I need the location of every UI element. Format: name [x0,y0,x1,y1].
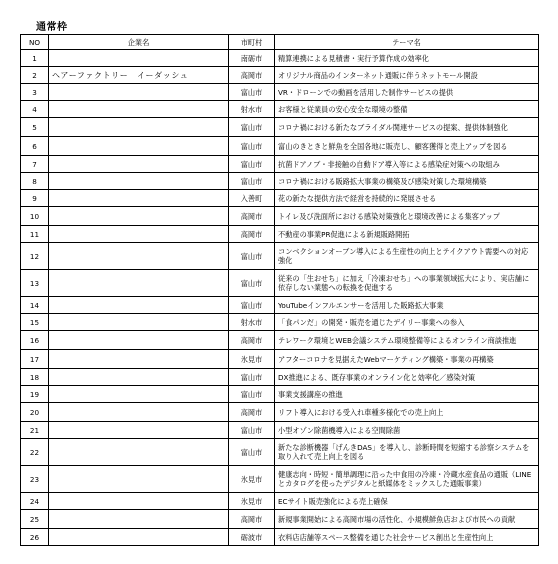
cell-city: 富山市 [229,243,275,270]
theme-text: お客様と従業員の安心安全な環境の整備 [278,104,408,114]
cell-theme [275,439,539,466]
cell-company [49,156,229,173]
cell-city: 富山市 [229,84,275,101]
table-row [21,156,539,173]
theme-text: VR・ドローンでの動画を活用した制作サービスの提供 [278,87,454,97]
cell-company [49,226,229,243]
cell-company [49,190,229,207]
theme-text: 抗菌ドアノブ・非接触の自動ドア導入等による感染症対策への取組み [278,159,500,169]
cell-city: 富山市 [229,439,275,466]
cell-company [49,297,229,314]
table-row [21,466,539,493]
cell-city: 富山市 [229,156,275,173]
theme-text: 従来の「生おせち」に加え「冷凍おせち」への事業領域拡大により、実店舗に依存しない業態への転換を促進する [278,274,530,292]
table-row [21,173,539,190]
table-row [21,137,539,156]
table-row [21,50,539,67]
cell-theme [275,386,539,403]
theme-text: アフターコロナを見据えたWebマーケティング構築・事業の再構築 [278,354,494,364]
theme-text: 新規事業開始による高岡市場の活性化、小規模鮮魚店および市民への貢献 [278,514,516,524]
cell-city: 砺波市 [229,529,275,546]
cell-theme [275,118,539,137]
cell-no: 21 [21,422,49,439]
table-row [21,67,539,84]
cell-company [49,207,229,226]
cell-city: 氷見市 [229,466,275,493]
theme-text: DX推進による、既存事業のオンライン化と効率化／感染対策 [278,372,476,382]
cell-city: 富山市 [229,173,275,190]
cell-city: 富山市 [229,422,275,439]
cell-theme [275,84,539,101]
theme-text: 精算連携による見積書・実行予算作成の効率化 [278,53,429,63]
theme-text: 不動産の事業PR促進による新規販路開拓 [278,229,410,239]
cell-company [49,350,229,369]
column-header-company: 企業名 [49,35,229,50]
cell-company [49,50,229,67]
cell-company [49,101,229,118]
table-row [21,314,539,331]
cell-city: 高岡市 [229,207,275,226]
theme-text: オリジナル商品のインターネット通販に伴うネットモール開設 [278,70,478,80]
cell-city: 富山市 [229,137,275,156]
theme-text: 富山のきときと鮮魚を全国各地に販売し、顧客獲得と売上アップを図る [278,141,508,151]
column-header-no: NO [21,35,49,50]
table-row [21,84,539,101]
cell-company [49,173,229,190]
cell-theme [275,207,539,226]
theme-text: コロナ禍における販路拡大事業の構築及び感染対策した環境構築 [278,176,487,186]
cell-no: 11 [21,226,49,243]
cell-no: 12 [21,243,49,270]
table-row [21,369,539,386]
cell-no: 25 [21,510,49,529]
theme-text: コロナ禍における新たなブライダル関連サービスの提案、提供体制強化 [278,122,508,132]
cell-no: 3 [21,84,49,101]
cell-theme [275,422,539,439]
table-row [21,422,539,439]
table-row [21,118,539,137]
table-row [21,190,539,207]
cell-theme [275,190,539,207]
cell-no: 19 [21,386,49,403]
cell-company [49,270,229,297]
cell-theme [275,297,539,314]
cell-city: 南砺市 [229,50,275,67]
table-row [21,386,539,403]
cell-no: 14 [21,297,49,314]
cell-theme [275,156,539,173]
theme-text: 「食パンだ」の開発・販売を通じたデイリー事業への参入 [278,317,465,327]
section-heading: 通常枠 [36,22,68,33]
cell-no: 23 [21,466,49,493]
theme-text: トイレ及び洗面所における感染対策強化と環境改善による集客アップ [278,211,500,221]
cell-company [49,403,229,422]
cell-theme [275,137,539,156]
cell-theme [275,50,539,67]
table-row [21,331,539,350]
cell-no: 17 [21,350,49,369]
cell-company [49,510,229,529]
table-row [21,529,539,546]
cell-no: 10 [21,207,49,226]
cell-no: 6 [21,137,49,156]
theme-text: 花の新たな提供方法で経営を持続的に発展させる [278,193,437,203]
cell-city: 入善町 [229,190,275,207]
cell-city: 高岡市 [229,67,275,84]
table-row [21,439,539,466]
table-row [21,403,539,422]
table-row [21,243,539,270]
table-row [21,350,539,369]
cell-city: 氷見市 [229,493,275,510]
column-header-theme: テーマ名 [275,35,539,50]
cell-company: ヘアーファクトリー イーダッシュ [49,67,229,84]
cell-no: 24 [21,493,49,510]
table-row [21,297,539,314]
subsidy-table [20,34,539,546]
theme-text: 事業支援講座の推進 [278,389,343,399]
cell-theme [275,270,539,297]
theme-text: ECサイト販売強化による売上確保 [278,496,388,506]
table-row [21,101,539,118]
cell-city: 高岡市 [229,331,275,350]
cell-city: 射水市 [229,101,275,118]
cell-theme [275,101,539,118]
cell-no: 20 [21,403,49,422]
theme-text: リフト導入における受入れ車種多様化での売上向上 [278,407,444,417]
cell-company [49,314,229,331]
theme-text: 健康志向・時短・簡単調理に沿った中食用の冷凍・冷蔵水産食品の通販（LINEとカタログを使ったデジタルと紙媒体をミックスした通販事業） [278,470,532,488]
cell-no: 7 [21,156,49,173]
cell-no: 9 [21,190,49,207]
column-header-city: 市町村 [229,35,275,50]
cell-company [49,84,229,101]
cell-no: 18 [21,369,49,386]
cell-company [49,243,229,270]
cell-no: 26 [21,529,49,546]
cell-no: 13 [21,270,49,297]
cell-no: 2 [21,67,49,84]
cell-city: 富山市 [229,386,275,403]
cell-company [49,118,229,137]
cell-theme [275,403,539,422]
cell-theme [275,350,539,369]
cell-company [49,466,229,493]
table-row [21,510,539,529]
cell-no: 1 [21,50,49,67]
cell-no: 4 [21,101,49,118]
cell-company [49,422,229,439]
theme-text: 新たな診断機器「げんきDAS」を導入し、診断時間を短縮する診察システムを取り入れて売上向上を図る [278,443,530,461]
theme-text: 衣料店店舗等スペース整備を通じた社会サービス創出と生産性向上 [278,532,494,542]
cell-company [49,493,229,510]
cell-city: 射水市 [229,314,275,331]
table-row [21,493,539,510]
cell-theme [275,173,539,190]
table-row [21,207,539,226]
cell-theme [275,529,539,546]
cell-company [49,331,229,350]
theme-text: 小型オゾン除菌機導入による空間除菌 [278,425,401,435]
cell-theme [275,67,539,84]
theme-text: テレワーク環境とWEB会議システム環境整備等によるオンライン商談推進 [278,335,517,345]
cell-theme [275,510,539,529]
cell-no: 15 [21,314,49,331]
cell-city: 高岡市 [229,403,275,422]
cell-theme [275,466,539,493]
cell-city: 高岡市 [229,510,275,529]
table-row [21,270,539,297]
cell-theme [275,331,539,350]
theme-text: コンベクションオーブン導入による生産性の向上とテイクアウト需要への対応強化 [278,247,529,265]
cell-theme [275,243,539,270]
cell-no: 22 [21,439,49,466]
cell-no: 8 [21,173,49,190]
cell-no: 5 [21,118,49,137]
theme-text: YouTubeインフルエンサーを活用した販路拡大事業 [278,300,444,310]
cell-no: 16 [21,331,49,350]
cell-company [49,369,229,386]
cell-company [49,439,229,466]
cell-theme [275,493,539,510]
table-header-row [21,35,539,50]
cell-city: 富山市 [229,118,275,137]
cell-city: 氷見市 [229,350,275,369]
cell-company [49,137,229,156]
table-body [21,50,539,546]
cell-city: 富山市 [229,297,275,314]
cell-company [49,529,229,546]
cell-city: 高岡市 [229,226,275,243]
table-row [21,226,539,243]
cell-theme [275,369,539,386]
cell-company [49,386,229,403]
cell-theme [275,226,539,243]
cell-city: 富山市 [229,369,275,386]
cell-theme [275,314,539,331]
cell-city: 富山市 [229,270,275,297]
